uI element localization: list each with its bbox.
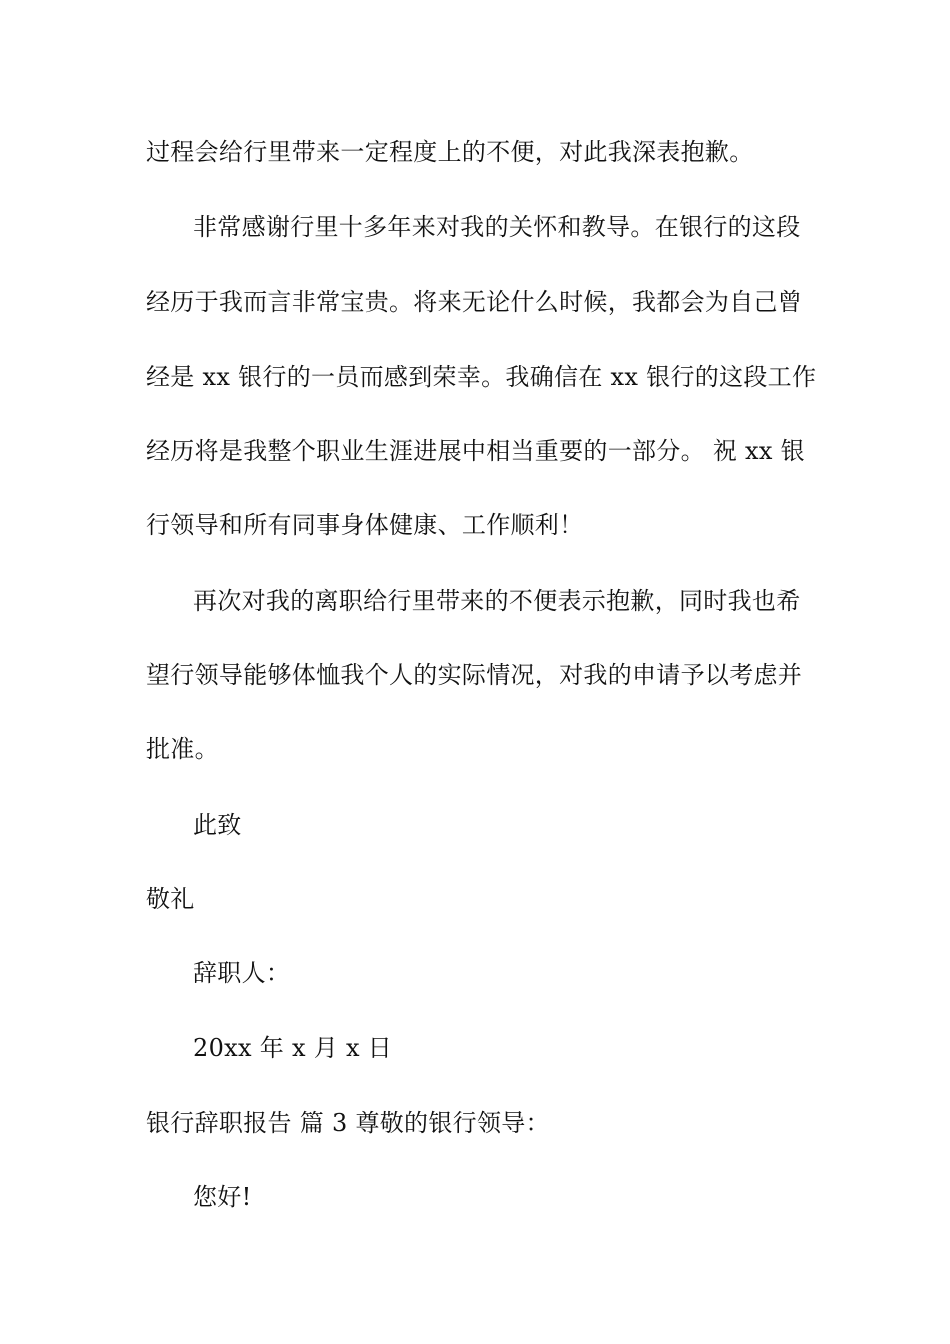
paragraph-line: 经历于我而言非常宝贵。将来无论什么时候，我都会为自己曾 <box>146 288 803 316</box>
date-line: 20xx 年 x 月 x 日 <box>193 1034 393 1062</box>
paragraph-line: 经历将是我整个职业生涯进展中相当重要的一部分。 祝 xx 银 <box>146 437 805 465</box>
paragraph-line: 望行领导能够体恤我个人的实际情况，对我的申请予以考虑并 <box>146 661 803 689</box>
paragraph-line: 过程会给行里带来一定程度上的不便，对此我深表抱歉。 <box>146 138 754 166</box>
greeting-line: 您好! <box>193 1183 252 1211</box>
closing-salutation: 此致 <box>193 811 242 839</box>
paragraph-line: 行领导和所有同事身体健康、工作顺利！ <box>146 511 584 539</box>
paragraph-line: 经是 xx 银行的一员而感到荣幸。我确信在 xx 银行的这段工作 <box>146 363 817 391</box>
paragraph-line: 批准。 <box>146 735 219 763</box>
signature-label: 辞职人： <box>193 959 291 987</box>
paragraph-line: 非常感谢行里十多年来对我的关怀和教导。在银行的这段 <box>193 213 801 241</box>
section-heading: 银行辞职报告 篇 3 尊敬的银行领导： <box>146 1109 550 1137</box>
paragraph-line: 再次对我的离职给行里带来的不便表示抱歉，同时我也希 <box>193 587 801 615</box>
closing-regards: 敬礼 <box>146 885 195 913</box>
